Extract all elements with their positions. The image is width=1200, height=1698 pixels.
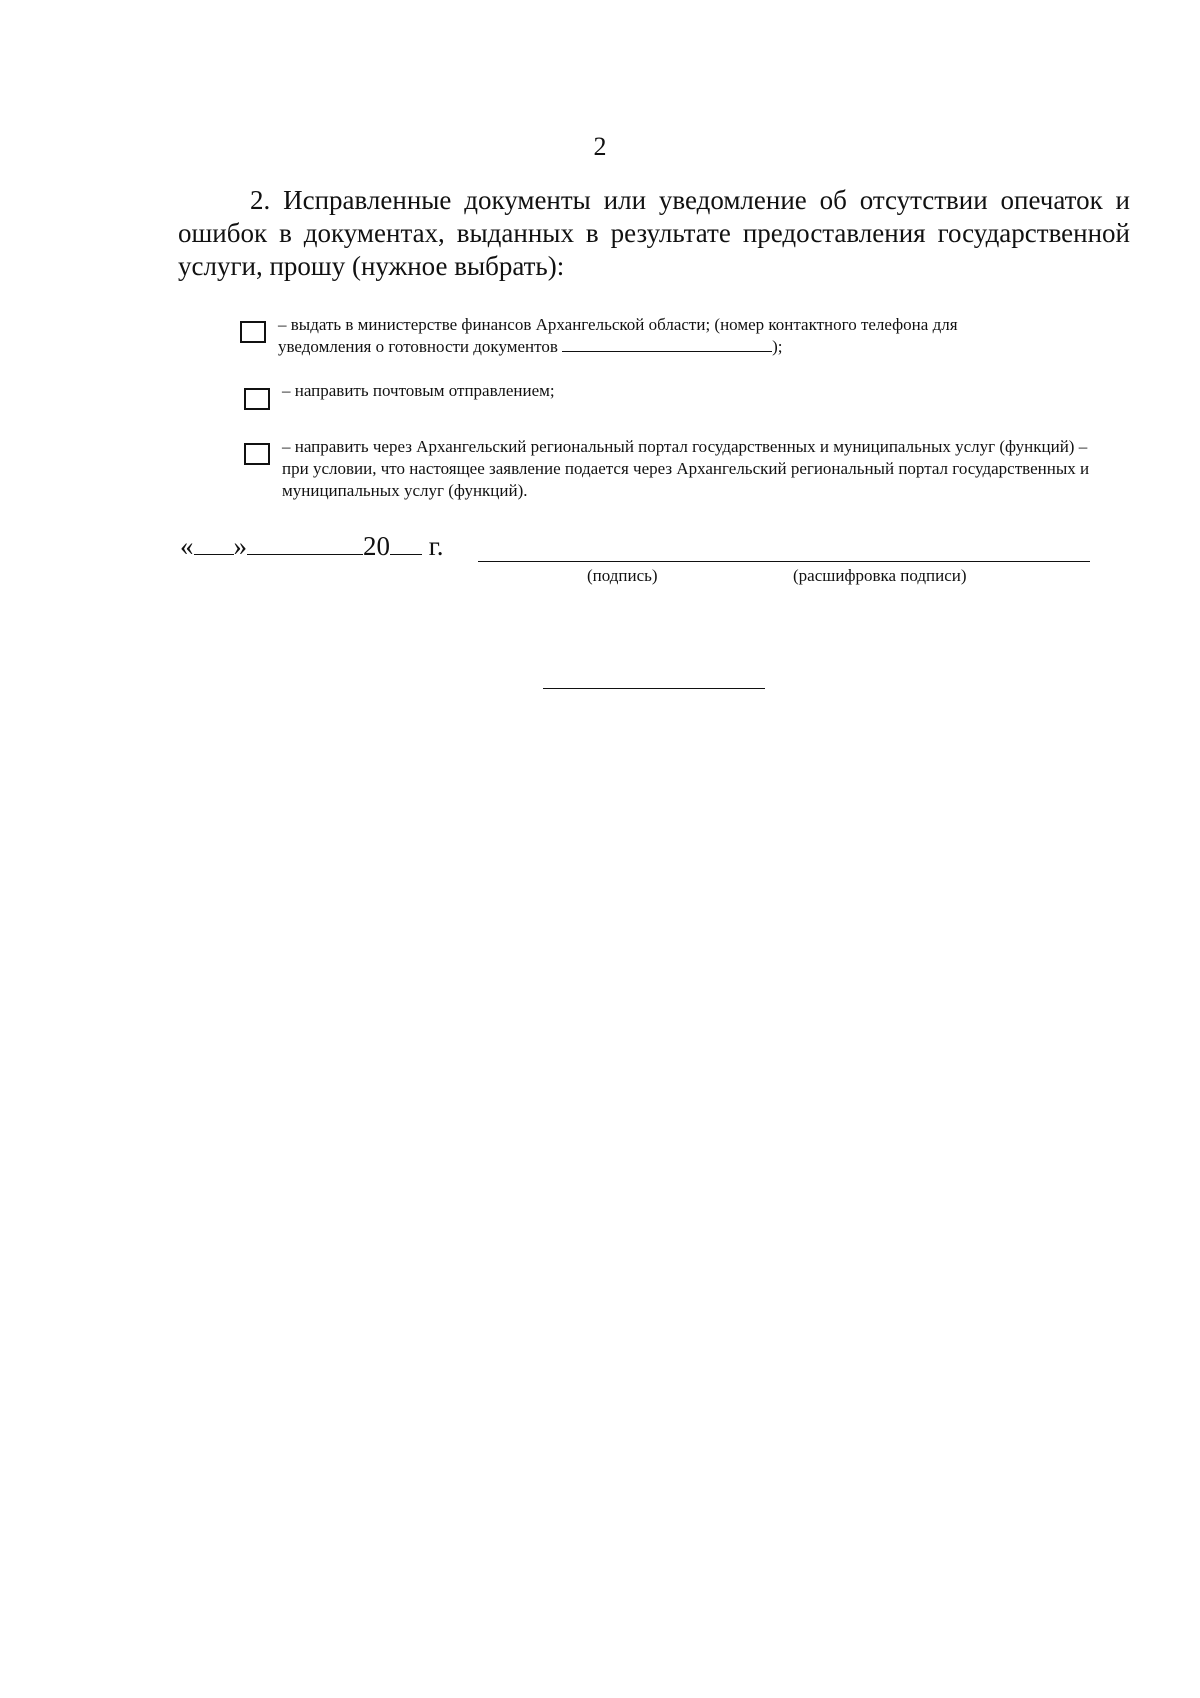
option-send-via-portal-text: – направить через Архангельский региональный портал государственных и муниципальных услуг (функций) – при условии, что настоящее заявление подается через Архангельский региональный портал государственных и муниципальных услуг (функций). (282, 437, 1090, 500)
signature-decoding-caption: (расшифровка подписи) (793, 566, 967, 585)
main-paragraph: 2. Исправленные документы или уведомление об отсутствии опечаток и ошибок в документах, выданных в результате предоставления государственной услуги, прошу (нужное выбрать): (178, 185, 1130, 281)
signature-line[interactable] (478, 561, 1090, 562)
date-year-blank[interactable] (390, 532, 422, 555)
checkbox-send-by-post[interactable] (244, 388, 270, 410)
phone-number-blank[interactable] (562, 337, 772, 352)
option-issue-at-ministry-line2-prefix: уведомления о готовности документов (278, 337, 563, 356)
checkbox-issue-at-ministry[interactable] (240, 321, 266, 343)
option-issue-at-ministry (240, 314, 1090, 358)
option-send-via-portal (244, 436, 1090, 502)
option-send-by-post (244, 380, 1084, 410)
date-close-quote: » (233, 531, 247, 561)
option-issue-at-ministry-line1: – выдать в министерстве финансов Архангельской области; (номер контактного телефона для (278, 315, 958, 334)
date-line (180, 530, 444, 562)
date-year-prefix: 20 (363, 531, 390, 561)
option-issue-at-ministry-text (278, 314, 958, 358)
end-rule (543, 688, 765, 689)
date-day-blank[interactable] (194, 532, 234, 555)
checkbox-send-via-portal[interactable] (244, 443, 270, 465)
option-issue-at-ministry-line2-suffix: ); (772, 337, 783, 356)
signature-caption: (подпись) (587, 566, 658, 585)
date-month-blank[interactable] (247, 532, 363, 555)
option-send-by-post-text: – направить почтовым отправлением; (282, 381, 555, 400)
date-year-suffix: г. (422, 531, 444, 561)
page-number: 2 (593, 132, 607, 161)
date-open-quote: « (180, 531, 194, 561)
